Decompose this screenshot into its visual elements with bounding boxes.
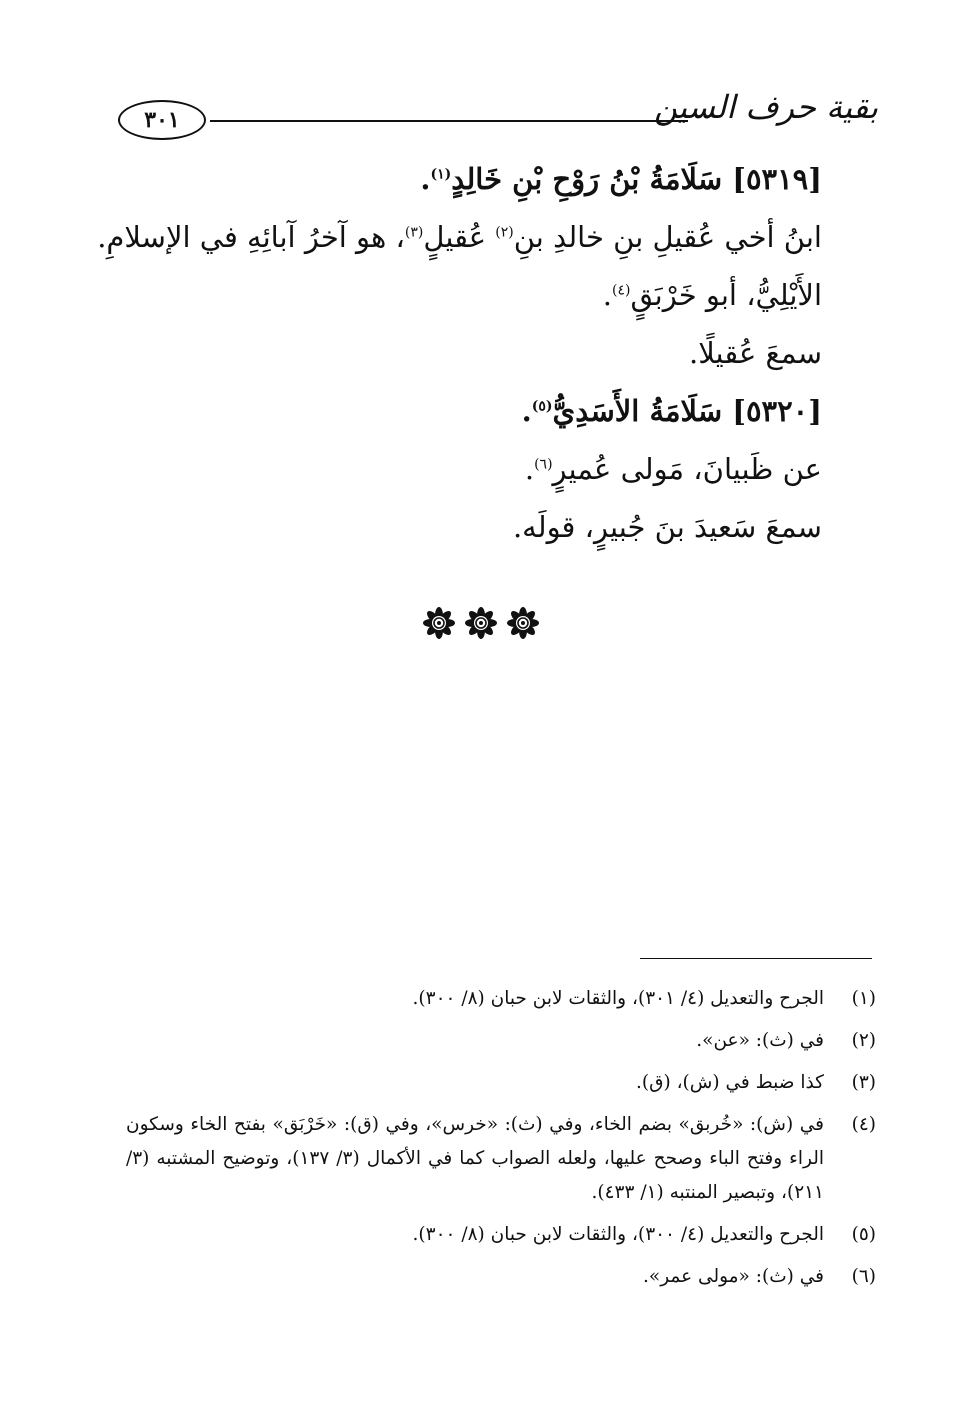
- footnote-text: في (ش): «خُربق» بضم الخاء، وفي (ث): «خرس»، وفي (ق): «خَرْبَق» بفتح الخاء وسكون الراء وفتح الباء وصحح عليها، ولعله الصواب كما في الأكمال (٣/ ١٣٧)، وتوضيح المشتبه (٣/ ٢١١)، وتبصير المنتبه (١/ ٤٣٣).: [126, 1114, 824, 1203]
- footnote-marker[interactable]: (٤): [612, 282, 631, 299]
- body-line: [102, 440, 822, 498]
- footnote-separator: [640, 958, 872, 959]
- entry-heading: [102, 382, 822, 440]
- line-text: .: [521, 394, 532, 428]
- footnote-text: في (ث): «مولى عمر».: [643, 1266, 824, 1287]
- rosette-icon: [464, 606, 498, 640]
- line-text: [٥٣١٩] سَلَامَةُ بْنُ رَوْحِ بْنِ خَالِدٍ: [451, 162, 822, 196]
- footnote: [126, 1024, 876, 1058]
- footnote-text: الجرح والتعديل (٤/ ٣٠٠)، والثقات لابن حبان (٨/ ٣٠٠).: [412, 1224, 824, 1245]
- footnote-number: (٣): [851, 1072, 876, 1093]
- line-text: ، هو آخرُ آبائِهِ في الإسلامِ.: [97, 220, 405, 254]
- rosette-icon: [422, 606, 456, 640]
- line-text: .: [420, 162, 431, 196]
- footnote-marker[interactable]: (٣): [404, 224, 424, 241]
- footnote-marker[interactable]: (١): [430, 166, 452, 183]
- entry-heading: [102, 150, 822, 208]
- rosette-icon: [506, 606, 540, 640]
- footnote: [126, 1260, 876, 1294]
- page-header: [118, 88, 878, 158]
- footnote-text: كذا ضبط في (ش)، (ق).: [636, 1072, 824, 1093]
- footnote-marker[interactable]: (٥): [531, 398, 553, 415]
- line-text: ابنُ أخي عُقيلِ بنِ خالدِ بنِ: [513, 220, 822, 254]
- main-text: [97, 150, 822, 556]
- footnotes: [126, 982, 876, 1302]
- line-text: .: [524, 452, 535, 486]
- section-ornaments: [0, 606, 962, 640]
- footnote: [126, 1066, 876, 1100]
- line-text: عن ظَبيانَ، مَولى عُميرٍ: [552, 452, 822, 486]
- line-text: سمعَ عُقيلًا.: [689, 336, 822, 370]
- line-text: الأَيْلِيُّ، أبو خَرْبَقٍ: [630, 278, 822, 312]
- body-line: [102, 324, 822, 382]
- body-line: [102, 266, 822, 324]
- footnote: [126, 982, 876, 1016]
- line-text: عُقيلٍ: [423, 220, 496, 254]
- line-text: سمعَ سَعيدَ بنَ جُبيرٍ، قولَه.: [512, 510, 822, 544]
- footnote-text: في (ث): «عن».: [696, 1030, 824, 1051]
- body-line: [102, 498, 822, 556]
- footnote: [126, 1218, 876, 1252]
- footnote-number: (٤): [851, 1114, 876, 1135]
- footnote-number: (٥): [851, 1224, 876, 1245]
- running-title: بقية حرف السين: [653, 88, 878, 126]
- footnote: [126, 1108, 876, 1210]
- header-rule: [210, 120, 688, 122]
- footnote-number: (٦): [851, 1266, 876, 1287]
- footnote-number: (١): [851, 988, 876, 1009]
- footnote-text: الجرح والتعديل (٤/ ٣٠١)، والثقات لابن حبان (٨/ ٣٠٠).: [412, 988, 824, 1009]
- line-text: .: [602, 278, 612, 312]
- line-text: [٥٣٢٠] سَلَامَةُ الأَسَدِيُّ: [552, 394, 822, 428]
- footnote-marker[interactable]: (٢): [495, 224, 514, 241]
- page-number: ٣٠١: [118, 100, 206, 140]
- footnote-marker[interactable]: (٦): [534, 456, 553, 473]
- footnote-number: (٢): [851, 1030, 876, 1051]
- body-line: [97, 208, 822, 266]
